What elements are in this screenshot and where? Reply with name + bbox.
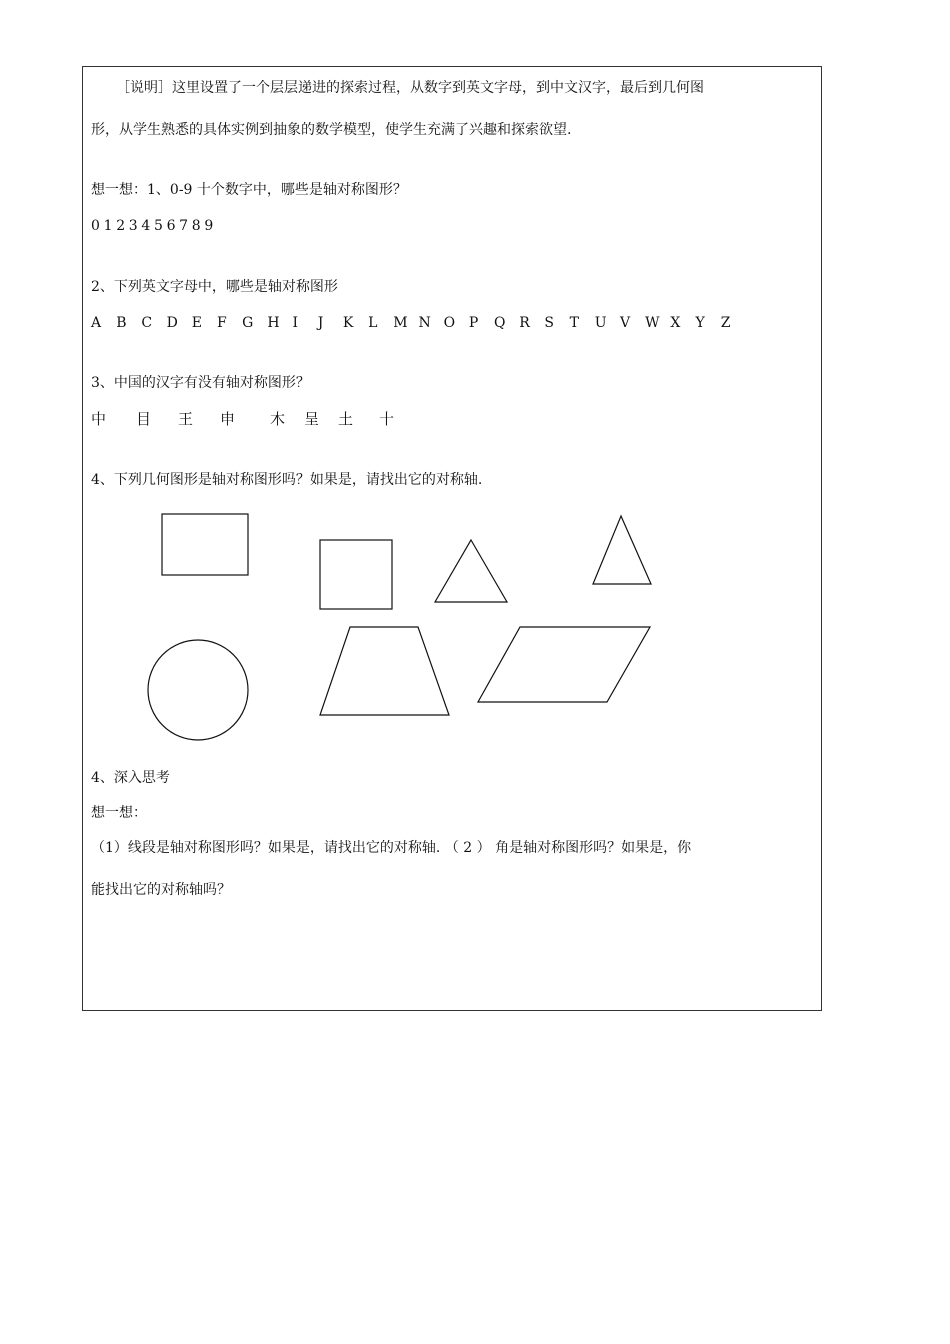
letter: D — [166, 315, 178, 331]
digit: 5 — [153, 218, 163, 234]
parallelogram-shape — [478, 627, 650, 702]
q4-prompt: 4、下列几何图形是轴对称图形吗？如果是，请找出它的对称轴. — [91, 472, 483, 488]
letter: H — [267, 315, 280, 331]
digit: 1 — [103, 218, 113, 234]
hanzi-char: 王 — [178, 410, 194, 428]
digit: 2 — [116, 218, 126, 234]
letter: C — [141, 315, 153, 331]
letter: I — [292, 315, 299, 331]
intro-line-2: 形，从学生熟悉的具体实例到抽象的数学模型，使学生充满了兴趣和探索欲望. — [91, 122, 572, 138]
deep-subheading: 想一想： — [91, 805, 147, 821]
trapezoid-shape — [320, 627, 449, 715]
q2-prompt: 2、下列英文字母中，哪些是轴对称图形 — [91, 279, 338, 295]
intro-line-1: ［说明］这里设置了一个层层递进的探索过程，从数字到英文字母，到中文汉字，最后到几何图 — [116, 80, 704, 96]
digit: 0 — [91, 218, 100, 234]
equilateral-triangle-shape — [435, 540, 507, 602]
hanzi-char: 目 — [136, 410, 152, 428]
letter: J — [317, 315, 324, 331]
letter: L — [368, 315, 378, 331]
letter: W — [645, 315, 660, 331]
letter: B — [116, 315, 127, 331]
q1-prompt: 想一想：1、0-9 十个数字中，哪些是轴对称图形？ — [91, 182, 407, 198]
letter: S — [544, 315, 554, 331]
letter: U — [594, 315, 607, 331]
letter: A — [91, 315, 102, 331]
letter: K — [342, 315, 354, 331]
isosceles-triangle-shape — [593, 516, 651, 584]
digit: 7 — [179, 218, 189, 234]
q3-prompt: 3、中国的汉字有没有轴对称图形？ — [91, 375, 310, 391]
letter: P — [468, 315, 479, 331]
square-shape — [320, 540, 392, 609]
digit: 3 — [128, 218, 138, 234]
digit: 9 — [204, 218, 214, 234]
deep-line-1: （1）线段是轴对称图形吗？如果是，请找出它的对称轴. （ 2 ） 角是轴对称图形吗？如果是，你 — [91, 840, 692, 856]
letter: M — [393, 315, 408, 331]
letter: T — [569, 315, 579, 331]
letter: Y — [695, 315, 705, 331]
letter: V — [619, 315, 631, 331]
hanzi-char: 十 — [379, 410, 395, 428]
hanzi-char: 申 — [220, 410, 236, 428]
letter: R — [519, 315, 530, 331]
digit: 8 — [191, 218, 201, 234]
hanzi-char: 土 — [338, 410, 354, 428]
digit: 6 — [166, 218, 176, 234]
hanzi-char: 中 — [91, 410, 107, 428]
rectangle-shape — [162, 514, 248, 575]
letter: G — [242, 315, 254, 331]
letter: Q — [494, 315, 506, 331]
letter: O — [443, 315, 456, 331]
letter: F — [216, 315, 227, 331]
letter: X — [670, 315, 681, 331]
letter: Z — [720, 315, 731, 331]
deep-heading: 4、深入思考 — [91, 770, 170, 786]
deep-line-2: 能找出它的对称轴吗？ — [91, 882, 231, 898]
circle-shape — [148, 640, 248, 740]
letter: N — [418, 315, 431, 331]
hanzi-char: 呈 — [304, 410, 320, 428]
hanzi-char: 木 — [270, 410, 286, 428]
digit: 4 — [141, 218, 151, 234]
letter: E — [191, 315, 202, 331]
